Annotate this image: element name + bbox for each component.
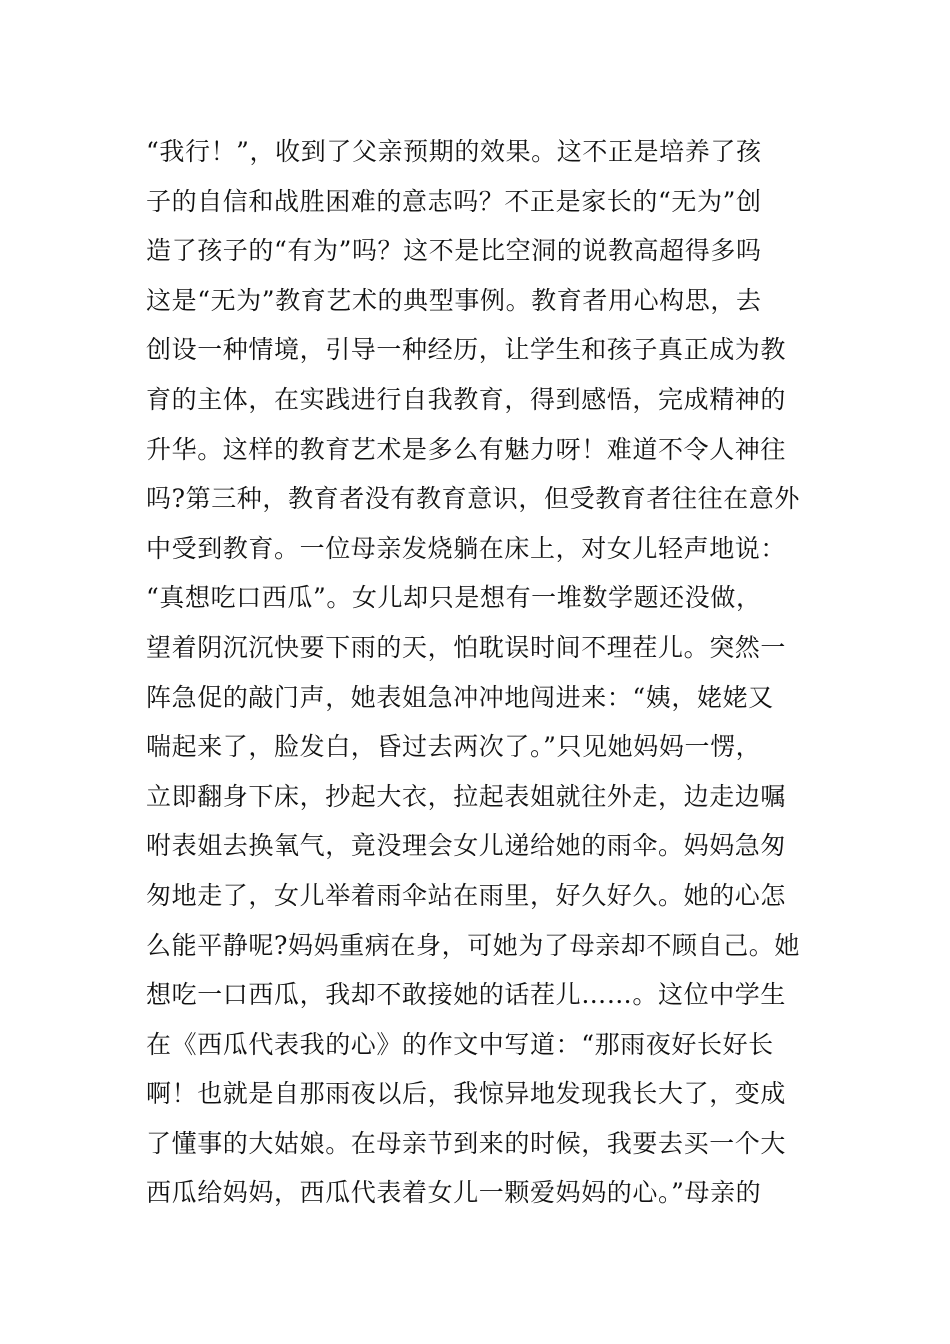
text-line-9: 中受到教育。一位母亲发烧躺在床上，对女儿轻声地说： <box>146 533 787 563</box>
text-line-11: 望着阴沉沉快要下雨的天，怕耽误时间不理茬儿。突然一 <box>146 632 787 662</box>
text-line-21: 了懂事的大姑娘。在母亲节到来的时候，我要去买一个大 <box>146 1128 787 1158</box>
text-line-4: 这是“无为”教育艺术的典型事例。教育者用心构思，去 <box>146 285 762 315</box>
text-line-17: 么能平静呢?妈妈重病在身，可她为了母亲却不顾自己。她 <box>146 930 801 960</box>
text-line-10: “真想吃口西瓜”。女儿却只是想有一堆数学题还没做， <box>146 583 762 613</box>
text-line-3: 造了孩子的“有为”吗？这不是比空洞的说教高超得多吗 <box>146 236 762 266</box>
text-line-6: 育的主体，在实践进行自我教育，得到感悟，完成精神的 <box>146 384 787 414</box>
text-line-15: 咐表姐去换氧气，竟没理会女儿递给她的雨伞。妈妈急匆 <box>146 831 787 861</box>
text-line-13: 喘起来了，脸发白，昏过去两次了。”只见她妈妈一愣， <box>146 732 762 762</box>
text-line-7: 升华。这样的教育艺术是多么有魅力呀！难道不令人神往 <box>146 434 787 464</box>
text-line-20: 啊！也就是自那雨夜以后，我惊异地发现我长大了，变成 <box>146 1079 787 1109</box>
body-text <box>146 127 826 1218</box>
text-line-14: 立即翻身下床，抄起大衣，拉起表姐就往外走，边走边嘱 <box>146 781 787 811</box>
text-line-18: 想吃一口西瓜，我却不敢接她的话茬儿……。这位中学生 <box>146 980 787 1010</box>
text-line-12: 阵急促的敲门声，她表姐急冲冲地闯进来：“姨，姥姥又 <box>146 682 774 712</box>
text-line-19: 在《西瓜代表我的心》的作文中写道：“那雨夜好长好长 <box>146 1029 774 1059</box>
text-line-1: “我行！”，收到了父亲预期的效果。这不正是培养了孩 <box>146 137 762 166</box>
text-line-16: 匆地走了，女儿举着雨伞站在雨里，好久好久。她的心怎 <box>146 880 787 910</box>
text-line-2: 子的自信和战胜困难的意志吗？不正是家长的“无为”创 <box>146 186 762 216</box>
text-line-22: 西瓜给妈妈，西瓜代表着女儿一颗爱妈妈的心。”母亲的 <box>146 1178 762 1208</box>
text-line-8: 吗?第三种，教育者没有教育意识，但受教育者往往在意外 <box>146 484 801 514</box>
text-line-5: 创设一种情境，引导一种经历，让学生和孩子真正成为教 <box>146 335 787 365</box>
